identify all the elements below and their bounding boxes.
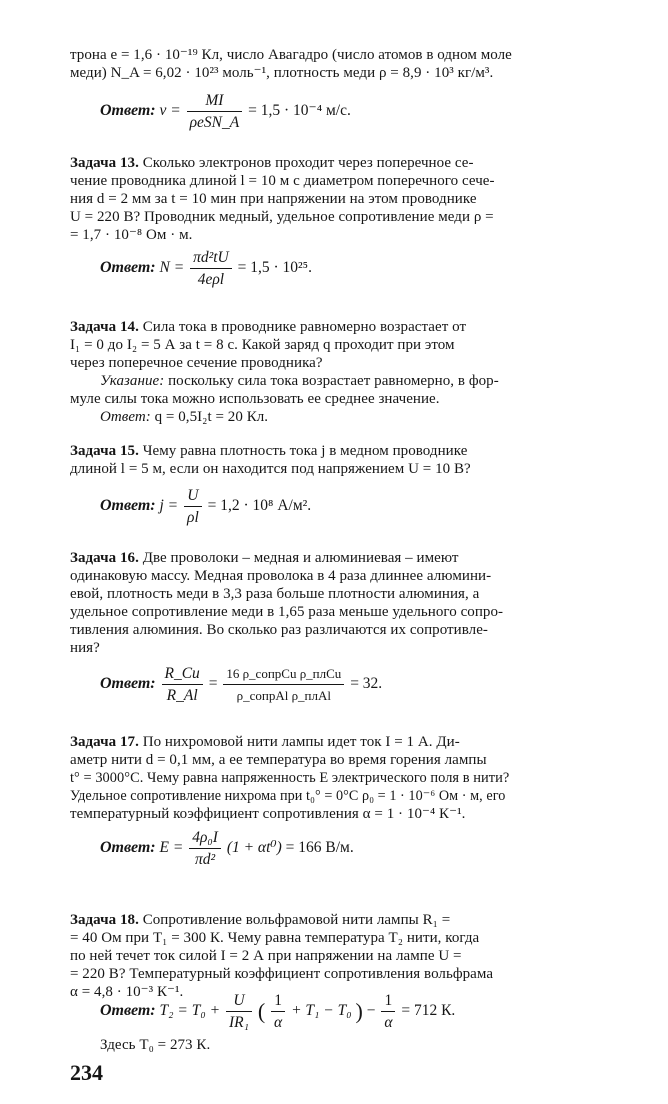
- task-title: Задача 15.: [70, 443, 139, 459]
- task-18-note: Здесь T₀ = 273 К.: [100, 1037, 211, 1053]
- fraction: $\frac{\text{4ρ₀I}}{\text{πd²}}$: [189, 828, 221, 869]
- text-line: ния?: [70, 640, 100, 656]
- answer-12: Ответ: v = $\frac{MI}{\text{ρeSN\_A}}$ = 1,5 · 10⁻⁴ м/с.: [100, 92, 351, 131]
- task-title: Задача 17.: [70, 734, 139, 750]
- task-title: Задача 13.: [70, 155, 139, 171]
- text-line: = 220 В? Температурный коэффициент сопротивления вольфрама: [70, 966, 494, 982]
- text-line: температурный коэффициент сопротивления α = 1 · 10⁻⁴ К⁻¹.: [70, 806, 466, 822]
- answer-14: q = 0,5I₂t = 20 Кл.: [154, 409, 269, 425]
- task-13: Задача 13. Сколько электронов проходит через поперечное се- чение проводника длиной l = 10 м с диаметром поперечного сече- ния d = 2 мм за t = 10 мин при напряжении на этом проводнике U = 220 В? Проводник медный, удельное сопротивление меди ρ = = 1,7 · 10⁻⁸ Ом · м.: [70, 155, 495, 243]
- page-number: 234: [70, 1060, 103, 1085]
- fraction: $\frac{\text{16 ρ\_сопрCu ρ\_плCu}}{\text{ρ\_сопрAl ρ\_плAl}}$: [223, 664, 344, 705]
- answer-label: Ответ:: [100, 675, 156, 693]
- hint-label: Указание:: [100, 373, 165, 389]
- answer-16: Ответ: $\frac{R\_Cu}{R\_Al}$ = $\frac{\text{16 ρ\_сопрCu ρ\_плCu}}{\text{ρ\_сопрAl ρ\_плAl}}$ = 32.: [100, 665, 383, 704]
- text-line: α = 4,8 · 10⁻³ К⁻¹.: [70, 984, 184, 1000]
- answer-13: Ответ: N = $\frac{\text{πd²tU}}{\text{4eρl}}$ = 1,5 · 10²⁵.: [100, 249, 312, 288]
- text-line: удельное сопротивление меди в 1,65 раза меньше удельного сопро-: [70, 604, 504, 620]
- text-line: муле силы тока можно использовать ее среднее значение.: [70, 391, 440, 407]
- intro-text: [70, 46, 512, 82]
- text-line: U = 220 В? Проводник медный, удельное сопротивление меди ρ =: [70, 209, 494, 225]
- text-line: = 1,7 · 10⁻⁸ Ом · м.: [70, 227, 193, 243]
- text-line: одинаковую массу. Медная проволока в 4 раза длиннее алюмини-: [70, 568, 492, 584]
- text-line: аметр нити d = 0,1 мм, а ее температура во время горения лампы: [70, 752, 487, 768]
- fraction: $\frac{1}{\alpha}$: [381, 991, 395, 1032]
- text-line: тивления алюминия. Во сколько раз различаются их сопротивле-: [70, 622, 488, 638]
- answer-label: Ответ:: [100, 1002, 156, 1020]
- answer-label: Ответ:: [100, 839, 156, 857]
- fraction: $\frac{U}{\text{IR₁}}$: [226, 991, 252, 1032]
- answer-18: Ответ: T₂ = T₀ + $\frac{U}{\text{IR₁}}$ ( $\frac{1}{\alpha}$ + T₁ − T₀ ) − $\frac{1}{\alpha}$ = 712 К.: [100, 992, 456, 1031]
- fraction: $\frac{\text{πd²tU}}{\text{4eρl}}$: [190, 248, 232, 289]
- answer-17: Ответ: E = $\frac{\text{4ρ₀I}}{\text{πd²}}$ (1 + αt⁰) = 166 В/м.: [100, 829, 354, 868]
- text-line: евой, плотность меди в 3,3 раза больше плотности алюминия, а: [70, 586, 480, 602]
- text-line: t° = 3000°С. Чему равна напряженность E электрического поля в нити?: [70, 770, 510, 786]
- answer-label: Ответ:: [100, 497, 156, 515]
- task-15: Задача 15. Чему равна плотность тока j в медном проводнике длиной l = 5 м, если он находится под напряжением U = 10 В?: [70, 443, 471, 477]
- fraction: $\frac{1}{\alpha}$: [271, 991, 285, 1032]
- fraction: $\frac{MI}{\text{ρeSN\_A}}$: [187, 91, 243, 132]
- task-title: Задача 18.: [70, 912, 139, 928]
- text-line: по ней течет ток силой I = 2 А при напряжении на лампе U =: [70, 948, 462, 964]
- text-line: длиной l = 5 м, если он находится под напряжением U = 10 В?: [70, 461, 471, 477]
- text-line: через поперечное сечение проводника?: [70, 355, 323, 371]
- fraction: $\frac{U}{\rho l}$: [184, 486, 202, 527]
- task-title: Задача 14.: [70, 319, 139, 335]
- text-line: меди) N_A = 6,02 · 10²³ моль⁻¹, плотность меди ρ = 8,9 · 10³ кг/м³.: [70, 65, 494, 81]
- answer-15: Ответ: j = $\frac{U}{\rho l}$ = 1,2 · 10⁸ А/м².: [100, 487, 312, 526]
- task-16: Задача 16. Две проволоки – медная и алюминиевая – имеют одинаковую массу. Медная проволока в 4 раза длиннее алюмини- евой, плотность меди в 3,3 раза больше плотности алюминия, а удельное сопротивление меди в 1,65 раза меньше удельного сопро- тивления алюминия. Во сколько раз различаются их сопротивле- ния?: [70, 550, 504, 656]
- answer-label: Ответ:: [100, 259, 156, 277]
- text-line: = 40 Ом при T₁ = 300 К. Чему равна температура T₂ нити, когда: [70, 930, 480, 946]
- answer-label: Ответ:: [100, 409, 151, 425]
- fraction: $\frac{R\_Cu}{R\_Al}$: [162, 664, 203, 705]
- task-17: Задача 17. По нихромовой нити лампы идет ток I = 1 А. Ди- аметр нити d = 0,1 мм, а ее температура во время горения лампы t° = 3000°С. Чему равна напряженность E электрического поля в нити? Удельное сопротивление нихрома при t₀° = 0°С ρ₀ = 1 · 10⁻⁶ Ом · м, его температурный коэффициент сопротивления α = 1 · 10⁻⁴ К⁻¹.: [70, 734, 510, 822]
- answer-label: Ответ:: [100, 102, 156, 120]
- task-14: Задача 14. Сила тока в проводнике равномерно возрастает от I₁ = 0 до I₂ = 5 А за t = 8 с. Какой заряд q проходит при этом через поперечное сечение проводника? Указание: поскольку сила тока возрастает равномерно, в фор- муле силы тока можно использовать ее среднее значение. Ответ: q = 0,5I₂t = 20 Кл.: [70, 319, 499, 425]
- text-line: I₁ = 0 до I₂ = 5 А за t = 8 с. Какой заряд q проходит при этом: [70, 337, 455, 353]
- text-line: ния d = 2 мм за t = 10 мин при напряжении на этом проводнике: [70, 191, 477, 207]
- text-line: чение проводника длиной l = 10 м с диаметром поперечного сече-: [70, 173, 495, 189]
- task-title: Задача 16.: [70, 550, 139, 566]
- task-18: Задача 18. Сопротивление вольфрамовой нити лампы R₁ = = 40 Ом при T₁ = 300 К. Чему равна температура T₂ нити, когда по ней течет ток силой I = 2 А при напряжении на лампе U = = 220 В? Температурный коэффициент сопротивления вольфрама α = 4,8 · 10⁻³ К⁻¹.: [70, 912, 494, 1000]
- text-line: трона e = 1,6 · 10⁻¹⁹ Кл, число Авагадро (число атомов в одном моле: [70, 47, 512, 63]
- text-line: Удельное сопротивление нихрома при t₀° = 0°С ρ₀ = 1 · 10⁻⁶ Ом · м, его: [70, 788, 506, 804]
